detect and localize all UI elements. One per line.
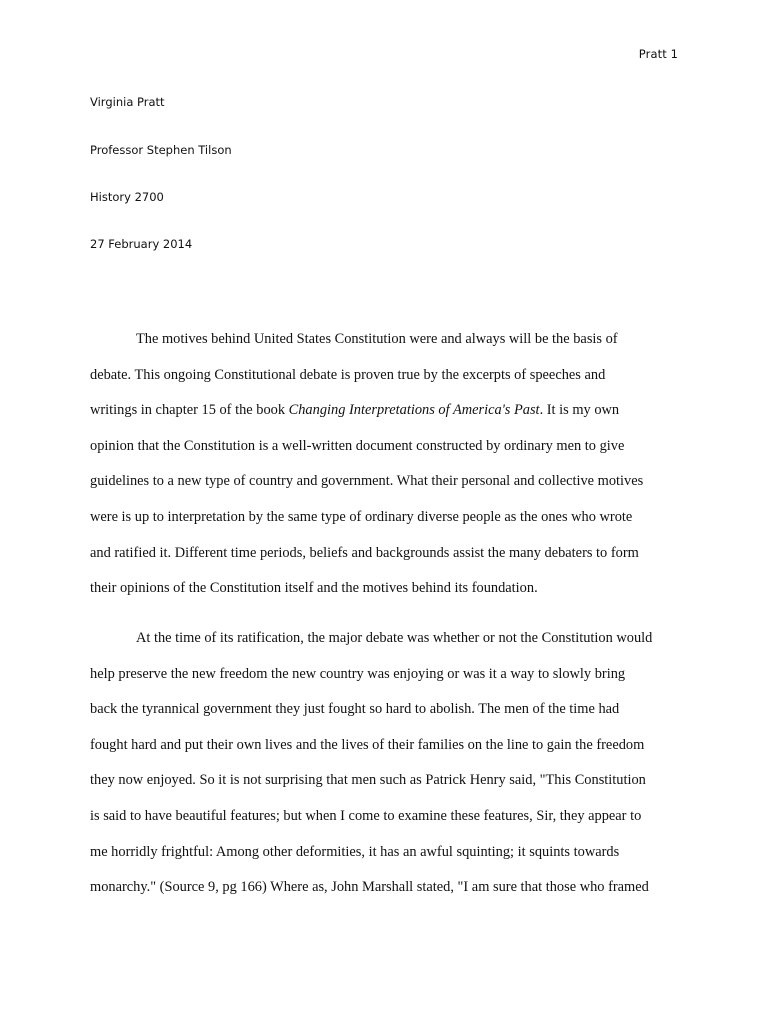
professor-name: Professor Stephen Tilson — [90, 143, 232, 157]
page-header-number: Pratt 1 — [638, 47, 678, 61]
paragraph-1-line-2: debate. This ongoing Constitutional debate is proven true by the excerpts of speeches and — [90, 366, 606, 383]
paragraph-1-line-4: opinion that the Constitution is a well-written document constructed by ordinary men to give — [90, 437, 625, 454]
paragraph-1 — [90, 322, 678, 607]
document-date: 27 February 2014 — [90, 237, 193, 251]
paragraph-1-line-3 — [90, 393, 678, 429]
paragraph-1-line-6: were is up to interpretation by the same type of ordinary diverse people as the ones who wrote — [90, 508, 633, 525]
paragraph-2-line-5: they now enjoyed. So it is not surprising that men such as Patrick Henry said, "This Constitution — [90, 772, 646, 789]
paragraph-2-line-3: back the tyrannical government they just fought so hard to abolish. The men of the time had — [90, 701, 620, 718]
paragraph-2-line-2: help preserve the new freedom the new country was enjoying or was it a way to slowly bring — [90, 665, 626, 682]
paragraph-2-line-7: me horridly frightful: Among other deformities, it has an awful squinting; it squints towards — [90, 843, 620, 860]
paragraph-2 — [90, 621, 678, 906]
paragraph-2-line-8: monarchy." (Source 9, pg 166) Where as, John Marshall stated, "I am sure that those who framed — [90, 879, 649, 896]
line-3-text-after: . It is my own — [539, 402, 620, 419]
paragraph-2-line-4: fought hard and put their own lives and the lives of their families on the line to gain the freedom — [90, 736, 645, 753]
paragraph-2-line-6: is said to have beautiful features; but when I come to examine these features, Sir, they appear to — [90, 807, 642, 824]
paragraph-1-line-8: their opinions of the Constitution itself and the motives behind its foundation. — [90, 580, 538, 597]
book-title: Changing Interpretations of America's Past — [288, 402, 540, 419]
paragraph-1-line-7: and ratified it. Different time periods, beliefs and backgrounds assist the many debaters to form — [90, 544, 639, 561]
paragraph-1-line-5: guidelines to a new type of country and government. What their personal and collective motives — [90, 473, 644, 490]
paragraph-2-line-1: At the time of its ratification, the major debate was whether or not the Constitution would — [136, 630, 653, 646]
paragraph-1-line-1: The motives behind United States Constitution were and always will be the basis of — [136, 331, 618, 347]
author-name: Virginia Pratt — [90, 95, 165, 109]
line-3-text-before: writings in chapter 15 of the book — [90, 402, 289, 419]
course-name: History 2700 — [90, 190, 164, 204]
